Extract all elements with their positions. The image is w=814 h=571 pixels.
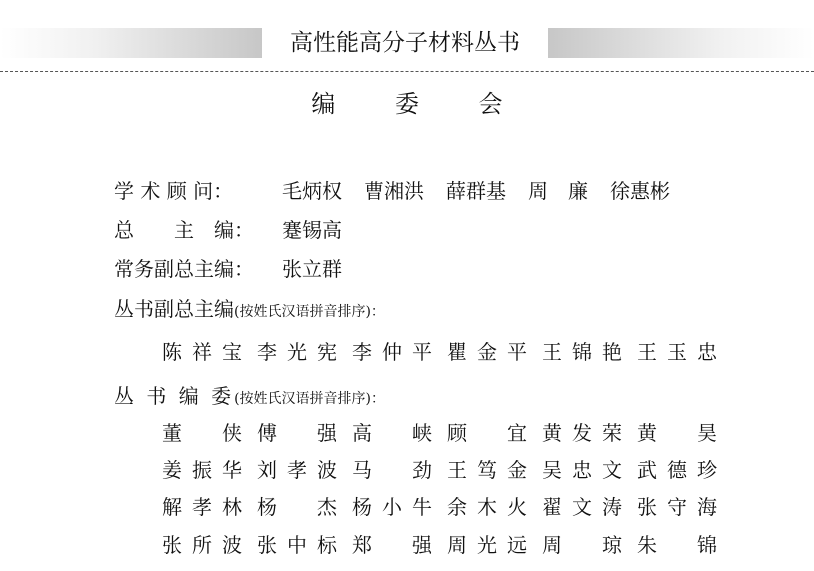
board-member-name: 武德珍	[637, 458, 717, 482]
executive-deputy-name: 张立群	[282, 257, 342, 281]
deputy-editors-note: (按姓氏汉语拼音排序)：	[234, 304, 385, 320]
header-gradient-right	[548, 28, 814, 58]
board-member-name: 解孝林	[162, 495, 242, 519]
editorial-board-row	[162, 491, 717, 523]
board-member-name: 朱 锦	[637, 533, 717, 557]
board-member-name: 张中标	[257, 533, 337, 557]
board-member-name: 杨 杰	[257, 495, 337, 519]
advisor-name: 曹湘洪	[364, 179, 424, 203]
board-member-name: 余木火	[447, 495, 527, 519]
board-member-name: 张所波	[162, 533, 242, 557]
editorial-board-row	[162, 529, 717, 561]
dashed-divider	[0, 71, 814, 72]
deputy-editors-label: 丛书副总主编	[114, 297, 234, 321]
advisor-name: 薛群基	[446, 179, 506, 203]
board-member-name: 刘孝波	[257, 458, 337, 482]
deputy-editors-row	[162, 336, 717, 368]
board-member-name: 黄发荣	[542, 421, 622, 445]
board-member-name: 张守海	[637, 495, 717, 519]
board-member-name: 杨小牛	[352, 495, 432, 519]
advisor-name: 毛炳权	[282, 179, 342, 203]
board-member-name: 周 琼	[542, 533, 622, 557]
editorial-board-heading	[114, 381, 385, 411]
board-member-name: 顾 宜	[447, 421, 527, 445]
board-title: 编 委 会	[311, 90, 529, 118]
board-member-name: 马 劲	[352, 458, 432, 482]
editorial-board-label: 丛 书 编 委	[114, 384, 235, 408]
board-member-name: 傅 强	[257, 421, 337, 445]
deputy-editor-name: 王玉忠	[637, 340, 717, 364]
board-member-name: 王笃金	[447, 458, 527, 482]
deputy-editor-name: 李光宪	[257, 340, 337, 364]
board-member-name: 吴忠文	[542, 458, 622, 482]
deputy-editors-heading	[114, 294, 385, 324]
editorial-board-note: (按姓氏汉语拼音排序)：	[234, 391, 386, 407]
board-member-name: 董 侠	[162, 421, 242, 445]
board-member-name: 黄 昊	[637, 421, 717, 445]
advisors-line	[114, 176, 692, 206]
header-gradient-left	[0, 28, 262, 58]
series-title: 高性能高分子材料丛书	[290, 30, 520, 56]
advisors-names	[282, 179, 692, 203]
advisor-name: 周 廉	[528, 179, 588, 203]
executive-deputy-line	[114, 254, 342, 284]
editorial-board-row	[162, 417, 717, 449]
chief-editor-line	[114, 215, 342, 245]
advisors-label: 学 术 顾 问：	[114, 179, 234, 203]
board-member-name: 郑 强	[352, 533, 432, 557]
editorial-board-row	[162, 454, 717, 486]
chief-editor-label: 总 主 编：	[114, 218, 254, 242]
advisor-name: 徐惠彬	[610, 179, 670, 203]
deputy-editor-name: 陈祥宝	[162, 340, 242, 364]
deputy-editor-name: 王锦艳	[542, 340, 622, 364]
board-member-name: 周光远	[447, 533, 527, 557]
board-member-name: 翟文涛	[542, 495, 622, 519]
chief-editor-name: 蹇锡高	[282, 218, 342, 242]
deputy-editor-name: 李仲平	[352, 340, 432, 364]
board-member-name: 高 峡	[352, 421, 432, 445]
executive-deputy-label: 常务副总主编：	[114, 257, 254, 281]
deputy-editor-name: 瞿金平	[447, 340, 527, 364]
board-member-name: 姜振华	[162, 458, 242, 482]
